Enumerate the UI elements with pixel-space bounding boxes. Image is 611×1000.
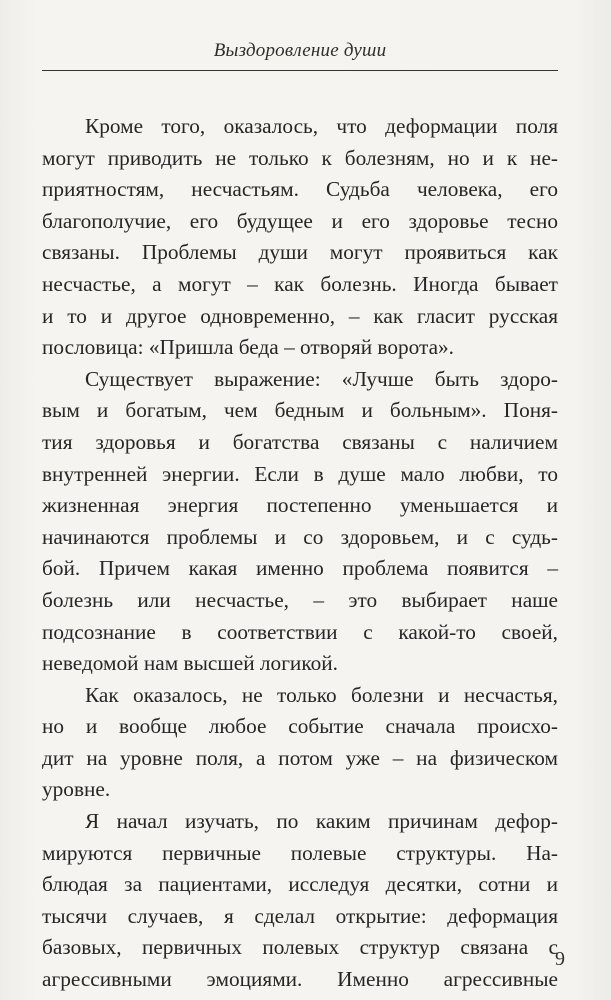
text-line: вым и богатым, чем бедным и больным». Поня- <box>42 398 558 423</box>
text-line: Кроме того, оказалось, что деформации поля <box>85 114 558 138</box>
text-line: дит на уровне поля, а потом уже – на физическом <box>42 745 558 770</box>
text-line: мируются первичные полевые структуры. На- <box>42 840 558 865</box>
text-line: блюдая за пациентами, исследуя десятки, сотни и <box>42 872 558 897</box>
text-line: но и вообще любое событие сначала происхо- <box>42 714 558 739</box>
text-line: уровне. <box>42 777 111 802</box>
text-line: Существует выражение: «Лучше быть здоро- <box>85 366 558 391</box>
text-line: тия здоровья и богатства связаны с наличием <box>42 429 558 454</box>
text-line: связаны. Проблемы души могут проявиться как <box>42 240 558 265</box>
text-line: жизненная энергия постепенно уменьшается и <box>42 493 558 518</box>
text-line: приятностям, несчастьям. Судьба человека, его <box>42 177 558 202</box>
text-line: болезнь или несчастье, – это выбирает наше <box>42 587 558 612</box>
text-line: тысячи случаев, я сделал открытие: деформация <box>42 903 558 928</box>
page-number: 9 <box>555 948 565 970</box>
text-line: несчастье, а могут – как болезнь. Иногда бывает <box>42 271 558 296</box>
paragraph-1 <box>42 111 558 364</box>
paragraph-2 <box>42 364 558 680</box>
text-line: благополучие, его будущее и его здоровье тесно <box>42 208 558 233</box>
text-line: агрессивными эмоциями. Именно агрессивные <box>42 967 558 992</box>
text-line: Я начал изучать, по каким причинам дефор- <box>85 809 558 834</box>
text-line: базовых, первичных полевых структур связана с <box>42 935 558 960</box>
text-line: и то и другое одновременно, – как гласит русская <box>42 303 558 328</box>
text-line: Как оказалось, не только болезни и несчастья, <box>85 682 558 707</box>
body-text <box>42 111 558 996</box>
text-line: подсознание в соответствии с какой-то своей, <box>42 619 558 644</box>
text-line: бой. Причем какая именно проблема появится – <box>42 556 558 581</box>
text-line: пословица: «Пришла беда – отворяй ворота». <box>42 335 455 360</box>
text-line: начинаются проблемы и со здоровьем, и с судь- <box>42 524 558 549</box>
paragraph-4 <box>42 806 558 996</box>
text-line: неведомой нам высшей логикой. <box>42 651 338 676</box>
text-line: могут приводить не только к болезням, но и к не- <box>42 145 558 170</box>
header-rule <box>42 70 558 71</box>
text-line: внутренней энергии. Если в душе мало любви, то <box>42 461 558 486</box>
running-header-title: Выздоровление души <box>213 40 387 61</box>
paragraph-3 <box>42 680 558 806</box>
